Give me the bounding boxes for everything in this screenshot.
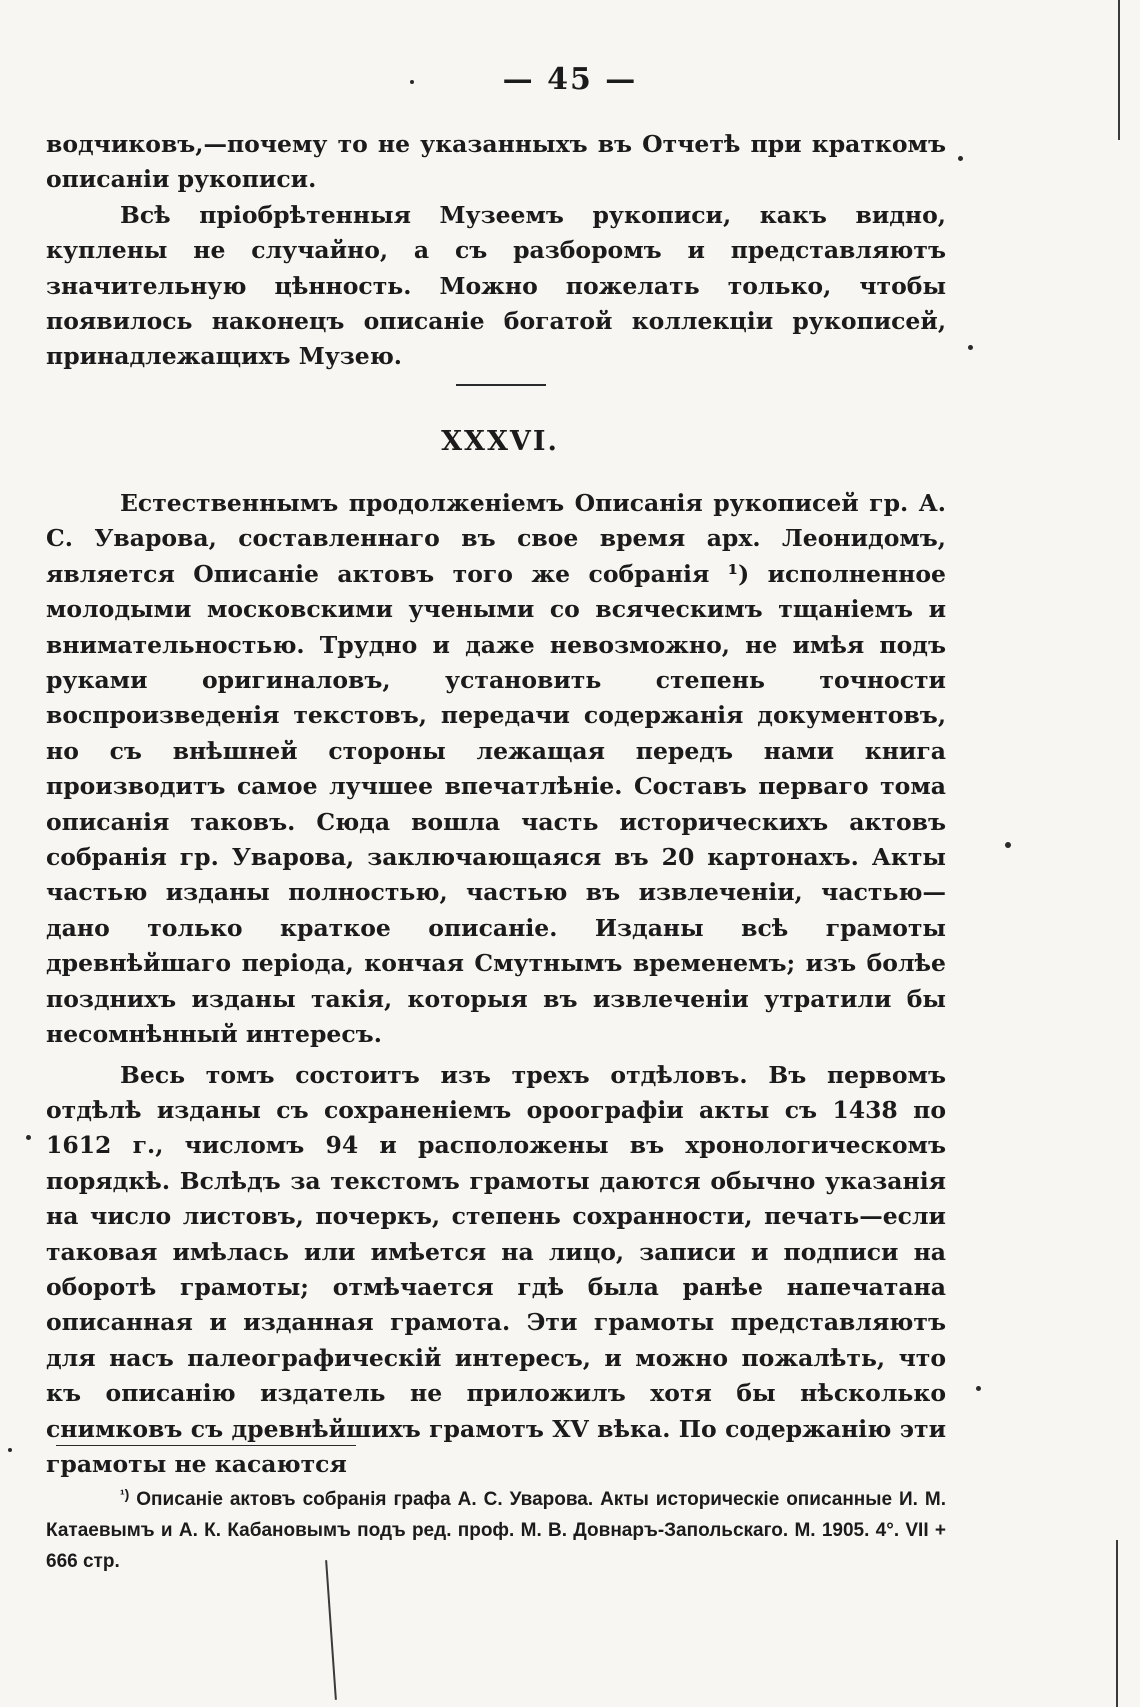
page-number: — 45 —	[502, 62, 638, 97]
scan-speck	[958, 156, 963, 161]
continuation-paragraph: водчиковъ,—почему то не указанныхъ въ Отчетѣ при краткомъ описаніи рукописи.	[46, 130, 946, 194]
scan-binding-mark	[325, 1560, 337, 1700]
body-paragraph: Весь томъ состоитъ изъ трехъ отдѣловъ. Въ первомъ отдѣлѣ изданы съ сохраненіемъ ороографіи акты съ 1438 по 1612 г., числомъ 94 и расположены въ хронологическомъ порядкѣ. Вслѣдъ за текстомъ грамоты даются обычно указанія на число листовъ, почеркъ, степень сохранности, печать—если таковая имѣлась или имѣется на лицо, записи и подписи на оборотѣ грамоты; отмѣчается гдѣ была ранѣе напечатана описанная и изданная грамота. Эти грамоты представляютъ для насъ палеографическій интересъ, и можно пожалѣть, что къ описанію издатель не приложилъ хотя бы нѣсколько снимковъ съ древнѣйшихъ грамотъ XV вѣка. По содержанію эти грамоты не касаются	[46, 1060, 946, 1478]
body-paragraph: Естественнымъ продолженіемъ Описанія рукописей гр. А. С. Уварова, составленнаго въ свое время арх. Леонидомъ, является Описаніе актовъ того же собранія ¹) исполненное молодыми московскими учеными со всяческимъ тщаніемъ и внимательностью. Трудно и даже невозможно, не имѣя подъ руками оригиналовъ, установить степень точности воспроизведенія текстовъ, передачи содержанія документовъ, но съ внѣшней стороны лежащая передъ нами книга производитъ самое лучшее впечатлѣніе. Составъ перваго тома описанія таковъ. Сюда вошла часть историческихъ актовъ собранія гр. Уварова, заключающаяся въ 20 картонахъ. Акты частью изданы полностью, частью въ извлеченіи, частью—дано только краткое описаніе. Изданы всѣ грамоты древнѣйшаго періода, кончая Смутнымъ временемъ; изъ болѣе позднихъ изданы такія, которыя въ извлеченіи утратили бы несомнѣнный интересъ.	[46, 489, 946, 1049]
scan-speck	[1005, 842, 1011, 848]
section-divider	[456, 384, 546, 386]
scan-speck	[968, 345, 973, 350]
scan-edge-line	[1116, 1540, 1118, 1707]
section-heading: XXXVI.	[441, 426, 559, 457]
footnote-mark: ¹)	[120, 1486, 130, 1502]
footnote-text: Описаніе актовъ собранія графа А. С. Уварова. Акты историческіе описанные И. М. Катаевымъ и А. К. Кабановымъ подъ ред. проф. М. В. Довнаръ-Запольскаго. М. 1905. 4°. VII + 666 стр.	[46, 1489, 947, 1572]
scan-speck	[410, 80, 414, 84]
scan-speck	[26, 1135, 31, 1140]
scan-speck	[8, 1448, 12, 1452]
continuation-text	[46, 127, 946, 375]
footnote-paragraph	[46, 1479, 946, 1577]
scan-edge-line	[1118, 0, 1120, 140]
scan-speck	[976, 1386, 981, 1391]
section-body	[46, 486, 946, 1482]
footnote-rule	[56, 1445, 356, 1446]
footnote	[46, 1479, 946, 1577]
continuation-paragraph: Всѣ пріобрѣтенныя Музеемъ рукописи, какъ видно, куплены не случайно, а съ разборомъ и представляютъ значительную цѣнность. Можно пожелать только, чтобы появилось наконецъ описаніе богатой коллекціи рукописей, принадлежащихъ Музею.	[46, 200, 946, 371]
